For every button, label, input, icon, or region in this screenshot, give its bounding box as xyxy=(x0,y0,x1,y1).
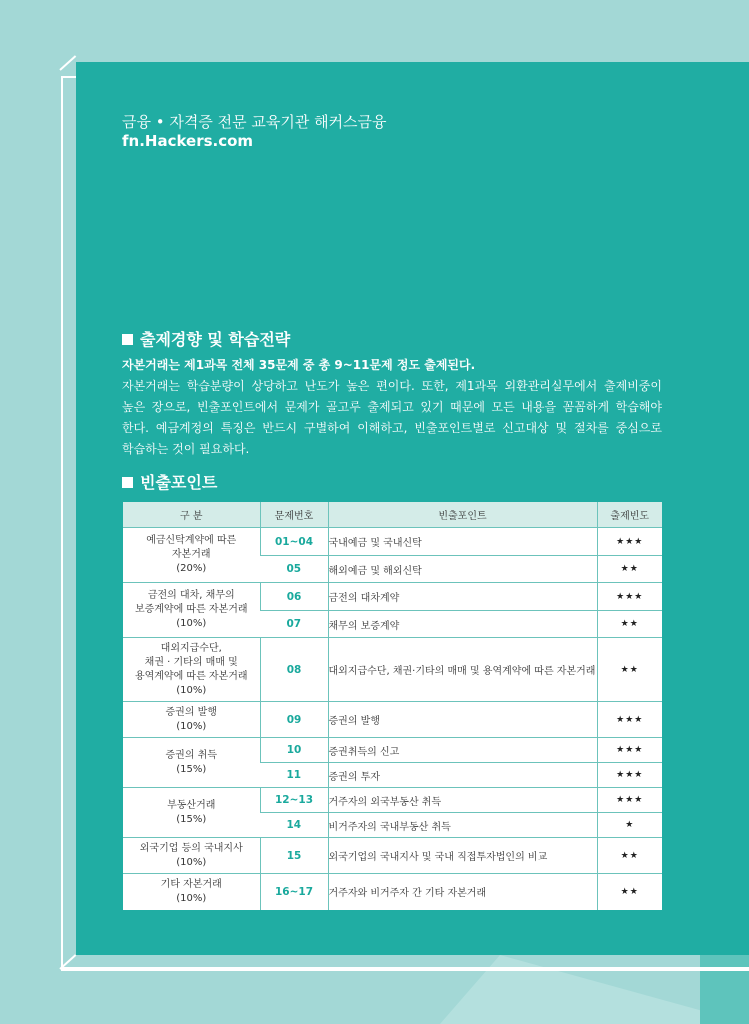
category-cell xyxy=(123,838,260,874)
category-line: (10%) xyxy=(176,892,207,904)
category-line: 용역계약에 따른 자본거래 xyxy=(134,670,248,682)
category-line: 보증계약에 따른 자본거래 xyxy=(134,604,248,615)
category-cell xyxy=(123,738,260,788)
category-cell xyxy=(123,583,260,638)
table-row xyxy=(123,583,662,611)
category-cell xyxy=(123,874,260,910)
category-line: 기타 자본거래 xyxy=(160,878,222,890)
table-row xyxy=(123,838,662,874)
category-line: (10%) xyxy=(176,720,207,732)
category-cell xyxy=(123,638,260,702)
frequency-stars: ★ xyxy=(597,813,662,838)
category-line: 대외지급수단, xyxy=(160,642,222,654)
card-outline-top-bevel xyxy=(59,55,76,71)
question-number: 16~17 xyxy=(260,874,328,910)
question-number: 15 xyxy=(260,838,328,874)
point-text: 거주자의 외국부동산 취득 xyxy=(328,788,597,813)
points-title-text: 빈출포인트 xyxy=(140,473,218,492)
point-text: 해외예금 및 해외신탁 xyxy=(328,556,597,583)
question-number: 10 xyxy=(260,738,328,763)
question-number: 14 xyxy=(260,813,328,838)
question-number: 08 xyxy=(260,638,328,702)
category-line: 증권의 취득 xyxy=(165,749,217,761)
category-cell xyxy=(123,528,260,583)
category-line: (10%) xyxy=(176,856,207,868)
table-row xyxy=(123,788,662,813)
question-number: 01~04 xyxy=(260,528,328,556)
card-outline-bottom-edge xyxy=(61,967,749,969)
point-text: 비거주자의 국내부동산 취득 xyxy=(328,813,597,838)
header-tagline: 금융 • 자격증 전문 교육기관 해커스금융 xyxy=(122,113,387,131)
table-row xyxy=(123,738,662,763)
column-header: 문제번호 xyxy=(260,502,328,528)
frequency-stars: ★★★ xyxy=(597,763,662,788)
category-line: (10%) xyxy=(176,618,207,629)
column-header: 구 분 xyxy=(123,502,260,528)
category-line: (20%) xyxy=(176,563,207,574)
table-header-row xyxy=(123,502,662,528)
points-section-title xyxy=(122,470,217,493)
category-line: 부동산거래 xyxy=(167,799,216,811)
column-header: 출제빈도 xyxy=(597,502,662,528)
frequency-stars: ★★ xyxy=(597,638,662,702)
point-text: 대외지급수단, 채권·기타의 매매 및 용역계약에 따른 자본거래 xyxy=(328,638,597,702)
frequency-stars: ★★★ xyxy=(597,528,662,556)
square-bullet-icon xyxy=(122,334,133,345)
frequency-stars: ★★★ xyxy=(597,738,662,763)
frequency-stars: ★★ xyxy=(597,556,662,583)
point-text: 외국기업의 국내지사 및 국내 직접투자법인의 비교 xyxy=(328,838,597,874)
point-text: 증권취득의 신고 xyxy=(328,738,597,763)
frequency-stars: ★★ xyxy=(597,874,662,910)
point-text: 채무의 보증계약 xyxy=(328,611,597,638)
question-number: 05 xyxy=(260,556,328,583)
question-number: 12~13 xyxy=(260,788,328,813)
point-text: 거주자와 비거주자 간 기타 자본거래 xyxy=(328,874,597,910)
category-cell xyxy=(123,788,260,838)
category-line: 자본거래 xyxy=(171,549,211,560)
category-line: 금전의 대차, 채무의 xyxy=(147,590,235,601)
trend-summary: 자본거래는 제1과목 전체 35문제 중 총 9~11문제 정도 출제된다. xyxy=(122,358,476,372)
frequency-stars: ★★★ xyxy=(597,702,662,738)
category-line: (15%) xyxy=(176,813,207,825)
frequency-stars: ★★ xyxy=(597,611,662,638)
point-text: 증권의 발행 xyxy=(328,702,597,738)
frequency-table xyxy=(123,502,662,910)
point-text: 금전의 대차계약 xyxy=(328,583,597,611)
table-row xyxy=(123,874,662,910)
column-header: 빈출포인트 xyxy=(328,502,597,528)
table-row xyxy=(123,638,662,702)
square-bullet-icon xyxy=(122,477,133,488)
category-line: (10%) xyxy=(176,684,207,696)
trend-body: 자본거래는 학습분량이 상당하고 난도가 높은 편이다. 또한, 제1과목 외환관리실무에서 출제비중이 높은 장으로, 빈출포인트에서 문제가 골고루 출제되고 있기 때문에 모든 내용을 꼼꼼하게 학습해야 한다. 예금계정의 특징은 반드시 구별하여 이해하고, 빈출포인트별로 신고대상 및 절차를 중심으로 학습하는 것이 필요하다. xyxy=(122,379,662,456)
question-number: 11 xyxy=(260,763,328,788)
question-number: 06 xyxy=(260,583,328,611)
category-line: 채권 · 기타의 매매 및 xyxy=(144,656,238,668)
category-line: (15%) xyxy=(176,763,207,775)
category-line: 예금신탁계약에 따른 xyxy=(146,535,237,546)
question-number: 07 xyxy=(260,611,328,638)
category-line: 외국기업 등의 국내지사 xyxy=(139,842,243,854)
trend-section-title xyxy=(122,327,290,350)
table-row xyxy=(123,528,662,556)
category-cell xyxy=(123,702,260,738)
trend-title-text: 출제경향 및 학습전략 xyxy=(140,330,291,349)
point-text: 국내예금 및 국내신탁 xyxy=(328,528,597,556)
frequency-stars: ★★★ xyxy=(597,788,662,813)
point-text: 증권의 투자 xyxy=(328,763,597,788)
category-line: 증권의 발행 xyxy=(165,706,217,718)
header-site-url[interactable]: fn.Hackers.com xyxy=(122,132,254,150)
frequency-stars: ★★ xyxy=(597,838,662,874)
frequency-stars: ★★★ xyxy=(597,583,662,611)
table-row xyxy=(123,702,662,738)
question-number: 09 xyxy=(260,702,328,738)
